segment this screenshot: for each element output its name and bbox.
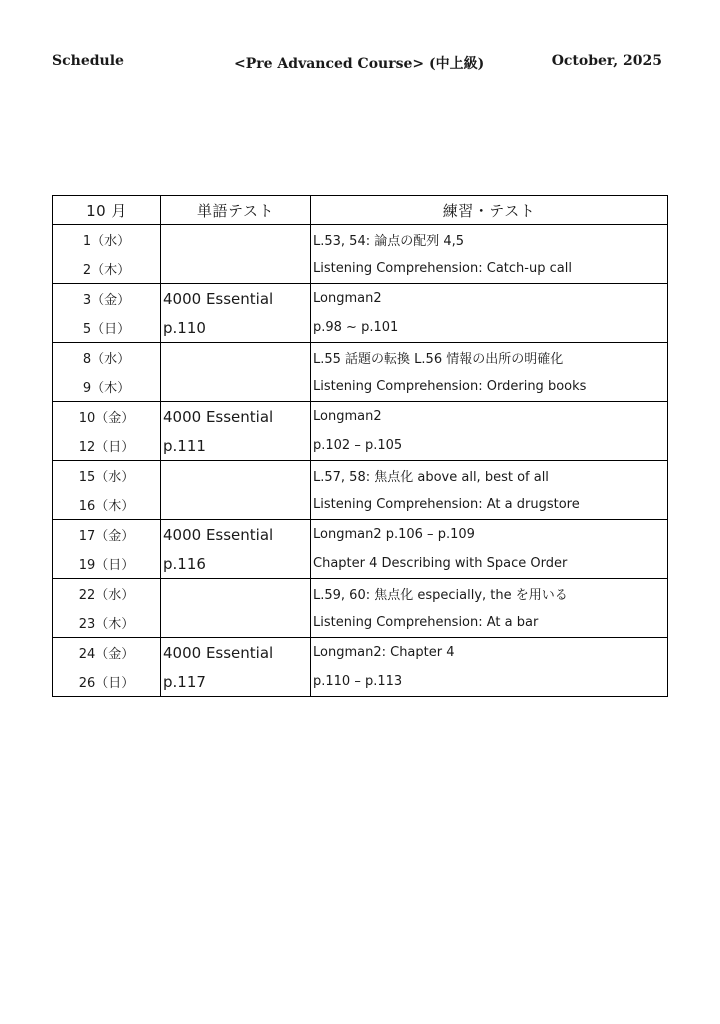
table-row	[53, 402, 668, 432]
date-cell: 1（水）	[53, 225, 161, 255]
table-row	[53, 520, 668, 550]
date-cell: 16（木）	[53, 490, 161, 520]
table-row	[53, 225, 668, 255]
table-row	[53, 667, 668, 697]
practice-cell: Listening Comprehension: Ordering books	[311, 372, 668, 402]
practice-cell: p.98 ~ p.101	[311, 313, 668, 343]
column-header-vocab-test: 単語テスト	[161, 196, 311, 225]
date-cell: 17（金）	[53, 520, 161, 550]
table-row	[53, 431, 668, 461]
practice-cell: L.57, 58: 焦点化 above all, best of all	[311, 461, 668, 491]
date-cell: 15（水）	[53, 461, 161, 491]
table-row	[53, 254, 668, 284]
table-row	[53, 579, 668, 609]
practice-cell: L.59, 60: 焦点化 especially, the を用いる	[311, 579, 668, 609]
date-cell: 19（日）	[53, 549, 161, 579]
course-name: <Pre Advanced Course> (中上級)	[234, 56, 485, 72]
table-row	[53, 490, 668, 520]
vocab-cell: 4000 Essential	[161, 284, 311, 314]
vocab-cell: 4000 Essential	[161, 402, 311, 432]
vocab-cell	[161, 461, 311, 491]
vocab-cell: p.110	[161, 313, 311, 343]
date-cell: 3（金）	[53, 284, 161, 314]
vocab-cell: 4000 Essential	[161, 520, 311, 550]
practice-cell: L.55 話題の転換 L.56 情報の出所の明確化	[311, 343, 668, 373]
vocab-cell: 4000 Essential	[161, 638, 311, 668]
schedule-table	[52, 195, 668, 697]
date-cell: 26（日）	[53, 667, 161, 697]
practice-cell: L.53, 54: 論点の配列 4,5	[311, 225, 668, 255]
date-cell: 2（木）	[53, 254, 161, 284]
date-cell: 23（木）	[53, 608, 161, 638]
table-row	[53, 372, 668, 402]
table-header-row	[53, 196, 668, 225]
practice-cell: p.110 – p.113	[311, 667, 668, 697]
table-row	[53, 608, 668, 638]
date-cell: 9（木）	[53, 372, 161, 402]
table-row	[53, 284, 668, 314]
vocab-cell	[161, 372, 311, 402]
vocab-cell	[161, 490, 311, 520]
vocab-cell: p.111	[161, 431, 311, 461]
vocab-cell	[161, 579, 311, 609]
vocab-cell: p.116	[161, 549, 311, 579]
date-cell: 24（金）	[53, 638, 161, 668]
vocab-cell	[161, 225, 311, 255]
table-row	[53, 638, 668, 668]
vocab-cell	[161, 343, 311, 373]
practice-cell: p.102 – p.105	[311, 431, 668, 461]
header-title: Schedule	[52, 53, 124, 69]
practice-cell: Longman2: Chapter 4	[311, 638, 668, 668]
date-cell: 22（水）	[53, 579, 161, 609]
date-cell: 8（水）	[53, 343, 161, 373]
practice-cell: Listening Comprehension: Catch-up call	[311, 254, 668, 284]
vocab-cell: p.117	[161, 667, 311, 697]
practice-cell: Listening Comprehension: At a bar	[311, 608, 668, 638]
practice-cell: Longman2	[311, 284, 668, 314]
practice-cell: Longman2	[311, 402, 668, 432]
header-date: October, 2025	[551, 53, 662, 69]
table-row	[53, 461, 668, 491]
date-cell: 5（日）	[53, 313, 161, 343]
table-body	[53, 225, 668, 697]
table-row	[53, 549, 668, 579]
table-row	[53, 313, 668, 343]
practice-cell: Longman2 p.106 – p.109	[311, 520, 668, 550]
page-header	[52, 53, 662, 75]
date-cell: 12（日）	[53, 431, 161, 461]
date-cell: 10（金）	[53, 402, 161, 432]
practice-cell: Chapter 4 Describing with Space Order	[311, 549, 668, 579]
vocab-cell	[161, 254, 311, 284]
practice-cell: Listening Comprehension: At a drugstore	[311, 490, 668, 520]
vocab-cell	[161, 608, 311, 638]
table-row	[53, 343, 668, 373]
column-header-month: 10 月	[53, 196, 161, 225]
column-header-practice-test: 練習・テスト	[311, 196, 668, 225]
